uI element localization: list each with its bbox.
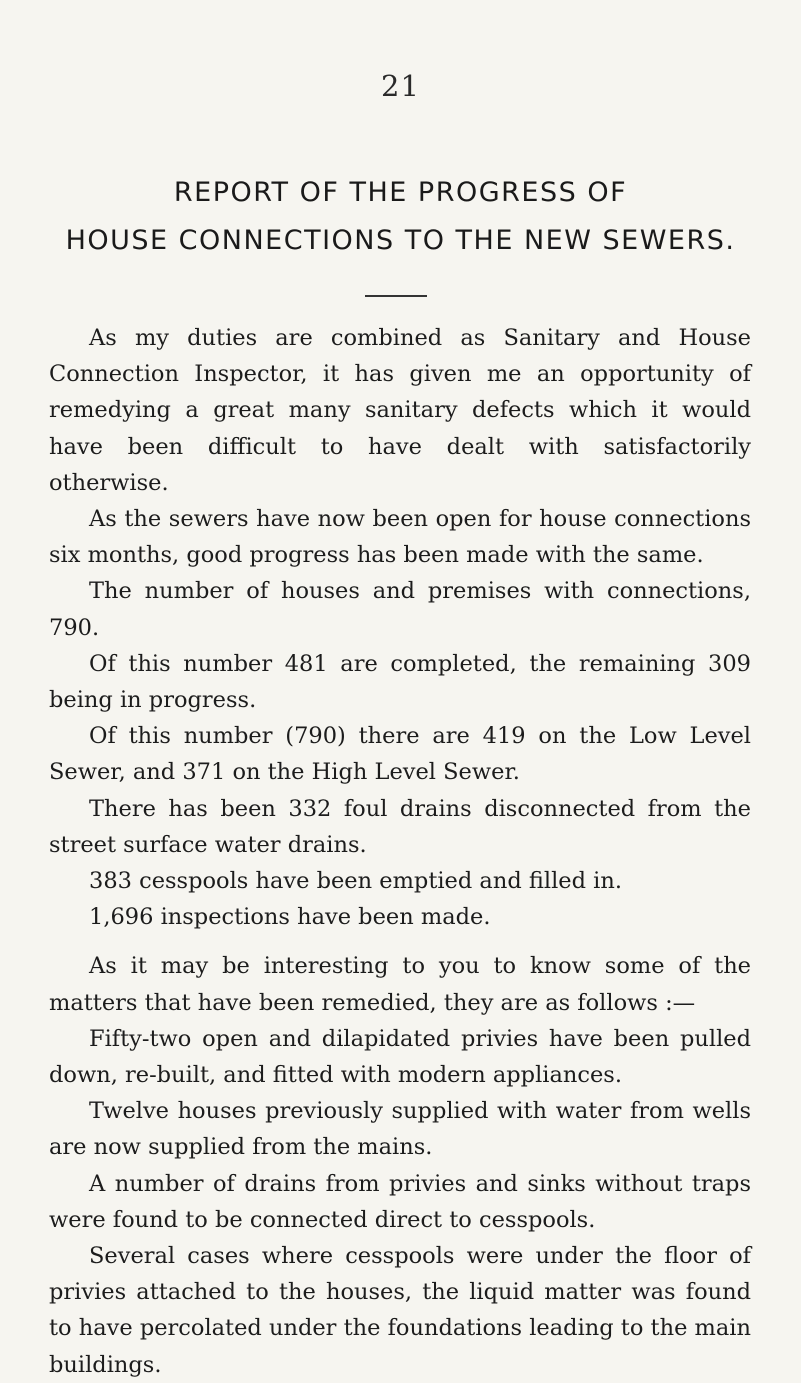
paragraph-progress: As the sewers have now been open for house connections six months, good progress has been made with the same. [49, 506, 751, 569]
paragraph-remedied-intro: As it may be interesting to you to know some of the matters that have been remedied, they are as follows :— [49, 953, 751, 1016]
paragraph-duties: As my duties are combined as Sanitary and House Connection Inspector, it has given me an opportunity of remedying a great many sanitary defects which it would have been difficult to have dealt with satisfactorily otherwise. [49, 325, 751, 496]
paragraph-sewer-levels: Of this number (790) there are 419 on the Low Level Sewer, and 371 on the High Level Sewer. [49, 723, 751, 786]
title-line-1: REPORT OF THE PROGRESS OF [173, 177, 628, 208]
paragraph-completed: Of this number 481 are completed, the remaining 309 being in progress. [49, 650, 751, 714]
paragraph-drains-traps: A number of drains from privies and sinks without traps were found to be connected direct to cesspools. [49, 1170, 751, 1233]
paragraph-water-supply: Twelve houses previously supplied with water from wells are now supplied from the mains. [49, 1098, 751, 1161]
page-title [0, 169, 801, 265]
paragraph-cesspools: 383 cesspools have been emptied and filled in. [89, 868, 622, 895]
paragraph-privies: Fifty-two open and dilapidated privies have been pulled down, re-built, and fitted with modern appliances. [49, 1025, 751, 1089]
page-number: 21 [381, 69, 420, 103]
paragraph-foul-drains: There has been 332 foul drains disconnected from the street surface water drains. [49, 795, 751, 858]
paragraph-connections-total: The number of houses and premises with connections, 790. [49, 578, 751, 641]
paragraph-inspections: 1,696 inspections have been made. [89, 904, 491, 931]
report-body [49, 320, 751, 1383]
title-line-2: HOUSE CONNECTIONS TO THE NEW SEWERS. [65, 225, 736, 256]
title-divider [365, 295, 427, 297]
paragraph-cesspools-floor: Several cases where cesspools were under the floor of privies attached to the houses, the liquid matter was found to have percolated under the foundations leading to the main buildings. [49, 1243, 751, 1378]
